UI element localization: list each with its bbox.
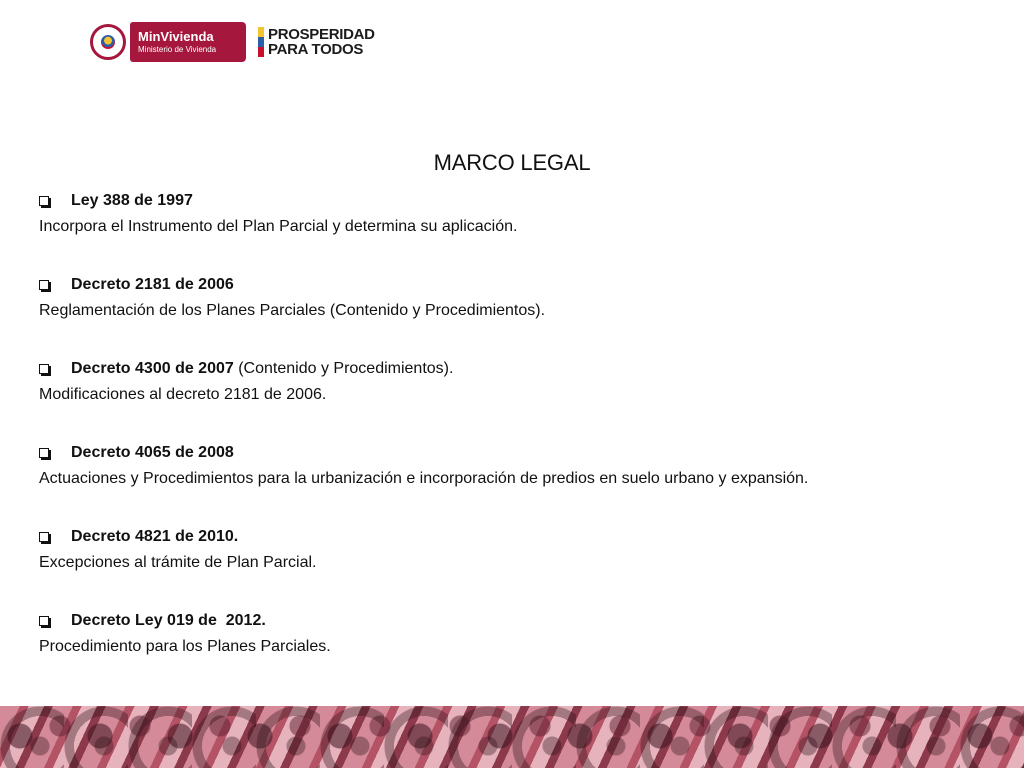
list-item [39, 356, 999, 412]
item-title: Decreto 2181 de 2006 [71, 276, 234, 293]
item-heading [39, 272, 999, 298]
list-item [39, 440, 999, 496]
list-item [39, 272, 999, 328]
prosperidad-text [268, 27, 375, 57]
item-title: Decreto 4300 de 2007 [71, 360, 234, 377]
item-description: Reglamentación de los Planes Parciales (Contenido y Procedimientos). [39, 302, 546, 319]
item-title: Decreto 4821 de 2010. [71, 528, 239, 545]
minvivienda-label-box [130, 22, 246, 62]
item-title: Ley 388 de 1997 [71, 192, 193, 209]
legal-list [39, 188, 999, 664]
checkbox-bullet-icon [39, 280, 49, 290]
header-logos [90, 20, 375, 64]
crowd-photo-banner [0, 706, 1024, 768]
minvivienda-logo [90, 22, 246, 62]
prosperidad-logo [258, 27, 375, 57]
colombia-flag-icon [258, 27, 264, 57]
item-description: Modificaciones al decreto 2181 de 2006. [39, 386, 327, 403]
item-description: Incorpora el Instrumento del Plan Parcial y determina su aplicación. [39, 218, 518, 235]
item-title: Decreto 4065 de 2008 [71, 444, 234, 461]
item-title: Decreto Ley 019 de 2012. [71, 612, 266, 629]
checkbox-bullet-icon [39, 448, 49, 458]
list-item [39, 524, 999, 580]
item-heading [39, 608, 999, 634]
item-description: Procedimiento para los Planes Parciales. [39, 638, 331, 655]
item-heading [39, 188, 999, 214]
item-description: Actuaciones y Procedimientos para la urbanización e incorporación de predios en suelo urbano y expansión. [39, 470, 809, 487]
item-heading [39, 524, 999, 550]
colombia-seal-icon [90, 24, 126, 60]
prosperidad-line2: PARA TODOS [268, 41, 364, 58]
checkbox-bullet-icon [39, 364, 49, 374]
item-heading [39, 440, 999, 466]
checkbox-bullet-icon [39, 196, 49, 206]
item-description: Excepciones al trámite de Plan Parcial. [39, 554, 317, 571]
prosperidad-line1: PROSPERIDAD [268, 26, 375, 43]
page-title: MARCO LEGAL [433, 150, 591, 175]
list-item [39, 608, 999, 664]
minvivienda-subtitle: Ministerio de Vivienda [138, 44, 217, 54]
checkbox-bullet-icon [39, 532, 49, 542]
item-title-extra: (Contenido y Procedimientos). [233, 360, 454, 377]
checkbox-bullet-icon [39, 616, 49, 626]
list-item [39, 188, 999, 244]
minvivienda-name: MinVivienda [138, 28, 214, 44]
item-heading [39, 356, 999, 382]
